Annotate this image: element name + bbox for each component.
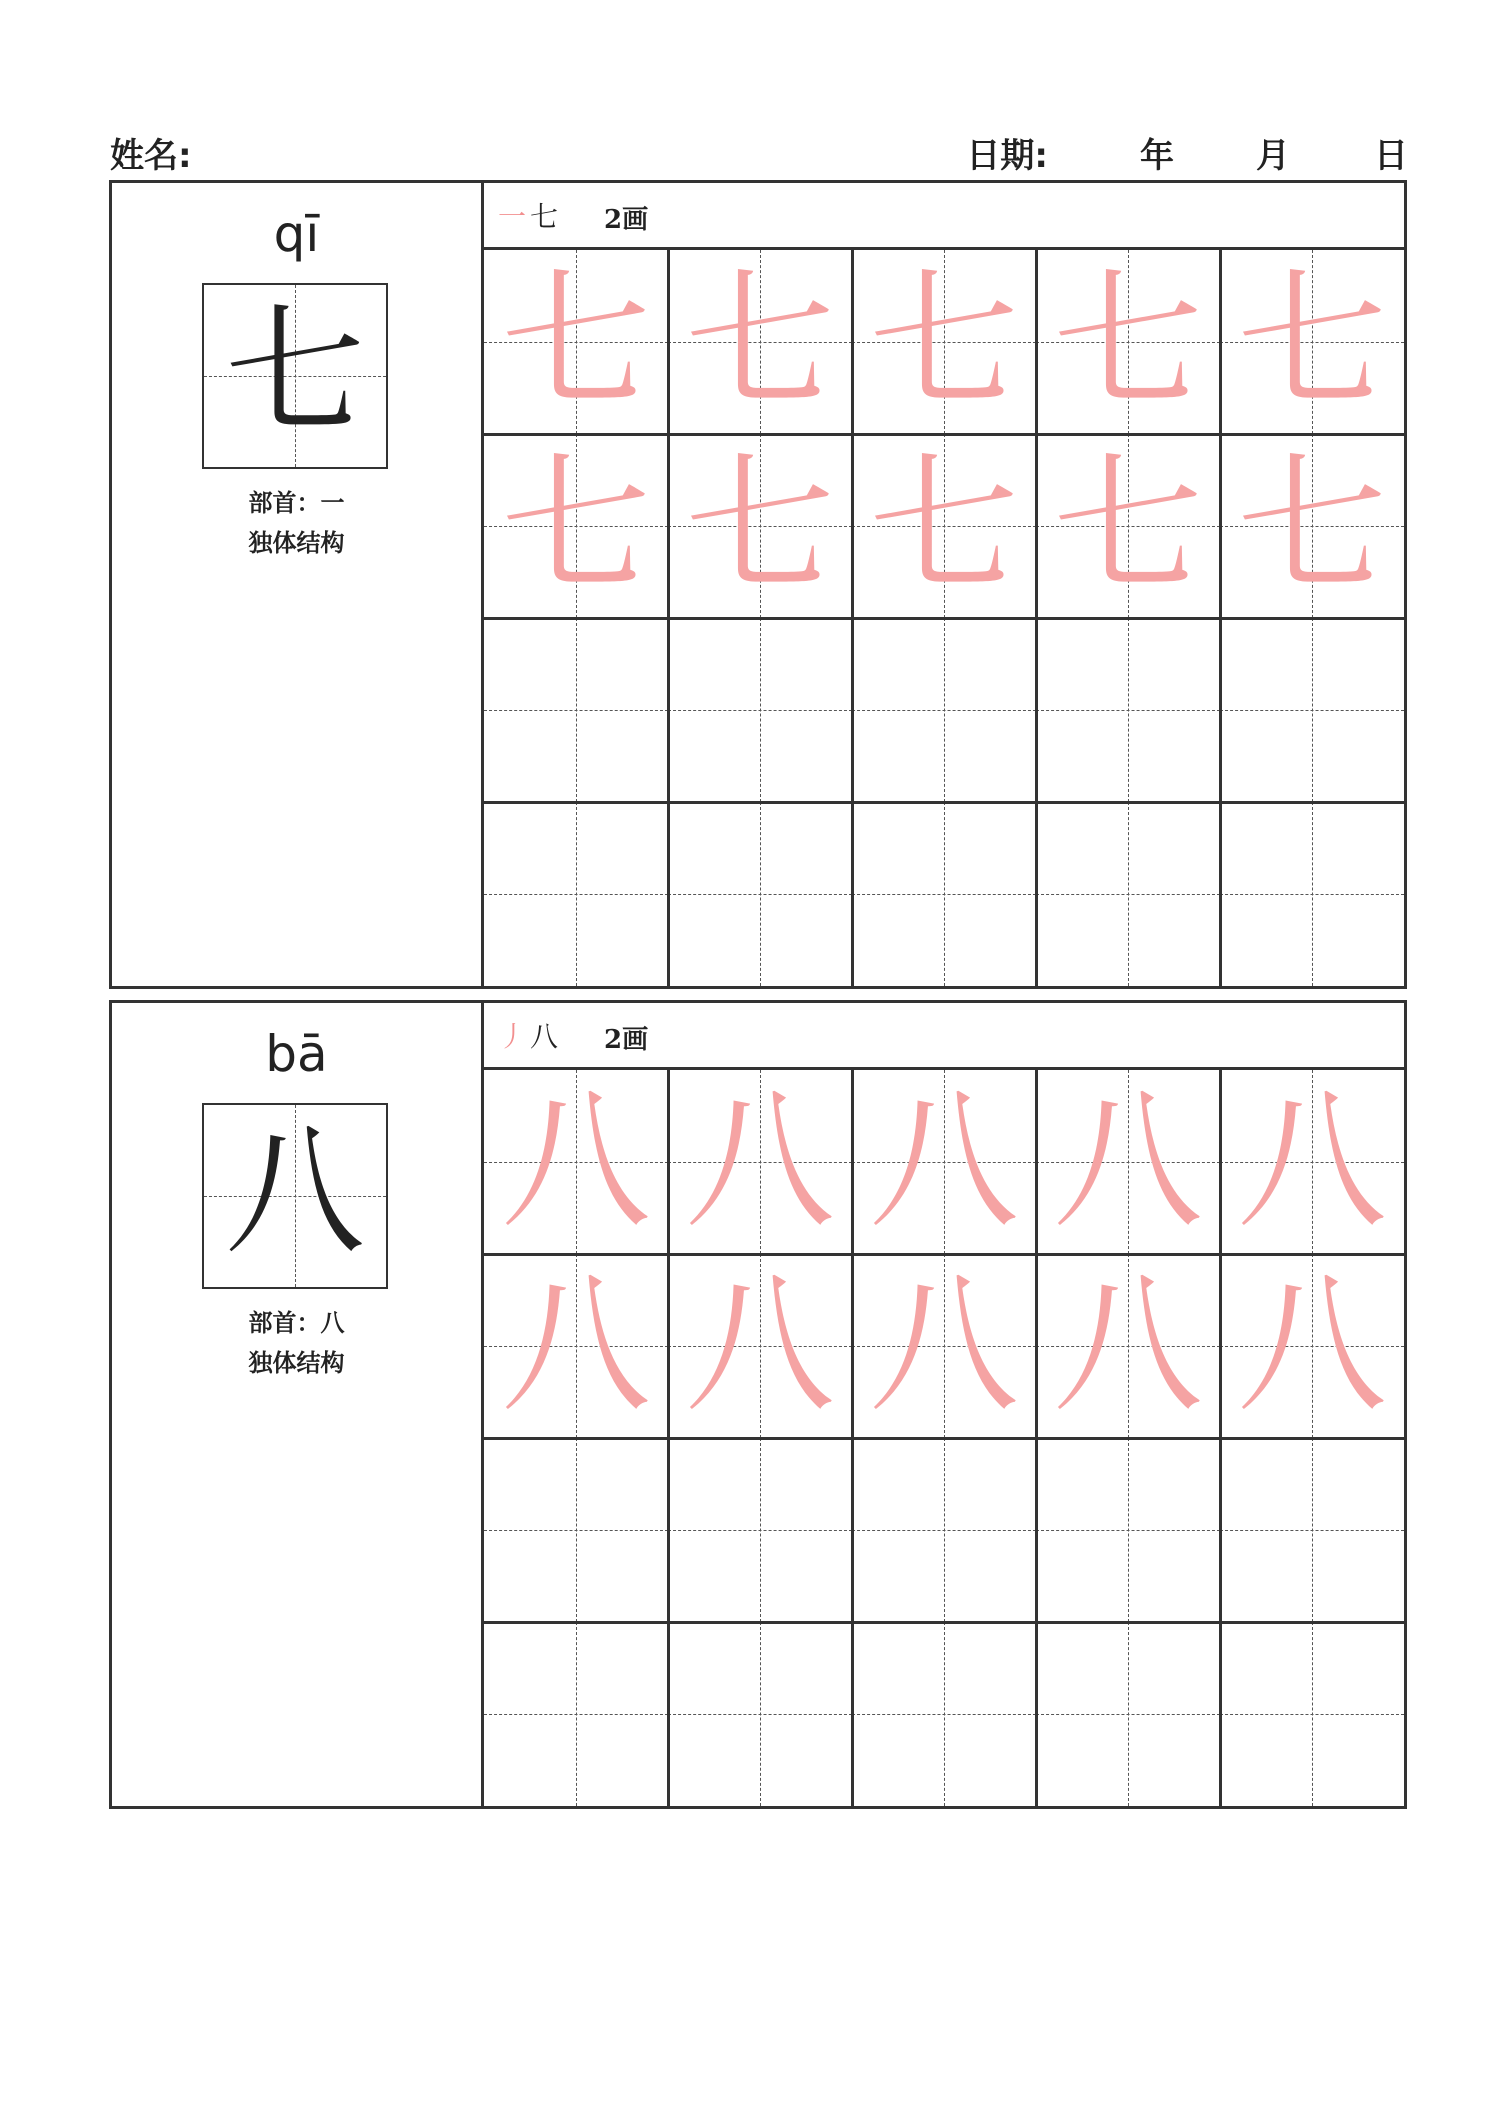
- structure-label: 独体结构: [248, 1348, 345, 1377]
- practice-cell[interactable]: [852, 1070, 1036, 1254]
- practice-cell[interactable]: [484, 250, 668, 434]
- practice-cell[interactable]: [852, 1254, 1036, 1438]
- grid-line: [484, 433, 1404, 436]
- grid-line: [1035, 250, 1038, 986]
- practice-cell[interactable]: [1036, 1254, 1220, 1438]
- practice-cell[interactable]: [1220, 1070, 1404, 1254]
- practice-cell[interactable]: [668, 1438, 852, 1622]
- practice-cell[interactable]: [852, 1622, 1036, 1806]
- worksheet-header: [110, 128, 1408, 178]
- trace-character: 七: [500, 439, 651, 613]
- stroke-count: 2画: [604, 1025, 649, 1055]
- practice-cell[interactable]: [852, 250, 1036, 434]
- practice-cell[interactable]: [484, 434, 668, 618]
- stroke-order-bar: [484, 183, 1404, 250]
- practice-cell[interactable]: [852, 1438, 1036, 1622]
- practice-cell[interactable]: [668, 250, 852, 434]
- stroke-order-bar: [484, 1003, 1404, 1070]
- name-label: 姓名:: [110, 136, 192, 176]
- stroke-2: 八: [530, 1020, 559, 1053]
- stroke-count: 2画: [604, 205, 649, 235]
- character-block-1: [109, 180, 1407, 989]
- practice-cell[interactable]: [484, 618, 668, 802]
- model-character-box: [202, 1103, 388, 1289]
- grid-line: [484, 1437, 1404, 1440]
- trace-character: 七: [1052, 255, 1203, 429]
- practice-grid[interactable]: [484, 250, 1404, 986]
- practice-cell[interactable]: [1220, 250, 1404, 434]
- grid-line: [851, 1070, 854, 1806]
- trace-character: 八: [868, 1259, 1019, 1433]
- practice-cell[interactable]: [668, 802, 852, 986]
- practice-cell[interactable]: [1220, 1254, 1404, 1438]
- practice-cell[interactable]: [852, 802, 1036, 986]
- practice-cell[interactable]: [484, 1254, 668, 1438]
- practice-cell[interactable]: [1220, 1438, 1404, 1622]
- date-label: 日期:: [966, 136, 1048, 176]
- practice-cell[interactable]: [1036, 434, 1220, 618]
- practice-cell[interactable]: [668, 1070, 852, 1254]
- practice-cell[interactable]: [668, 434, 852, 618]
- trace-character: 八: [1052, 1075, 1203, 1249]
- practice-cell[interactable]: [852, 434, 1036, 618]
- practice-cell[interactable]: [484, 1070, 668, 1254]
- trace-character: 八: [1236, 1259, 1387, 1433]
- practice-cell[interactable]: [1036, 1622, 1220, 1806]
- practice-cell[interactable]: [484, 1622, 668, 1806]
- trace-character: 八: [684, 1259, 835, 1433]
- practice-cell[interactable]: [1036, 618, 1220, 802]
- day-label: 日: [1374, 136, 1408, 176]
- practice-cell[interactable]: [1036, 1438, 1220, 1622]
- character-info-panel: [112, 1003, 484, 1806]
- practice-cell[interactable]: [668, 1622, 852, 1806]
- practice-cell[interactable]: [1036, 802, 1220, 986]
- stroke-sequence: [498, 1015, 558, 1055]
- trace-character: 七: [1052, 439, 1203, 613]
- trace-character: 八: [684, 1075, 835, 1249]
- trace-character: 七: [1236, 255, 1387, 429]
- grid-line: [1219, 250, 1222, 986]
- grid-line: [667, 1070, 670, 1806]
- character-info-panel: [112, 183, 484, 986]
- model-character: 七: [224, 291, 365, 454]
- grid-line: [1035, 1070, 1038, 1806]
- trace-character: 七: [1236, 439, 1387, 613]
- practice-cell[interactable]: [1220, 434, 1404, 618]
- trace-character: 七: [868, 439, 1019, 613]
- structure-label: 独体结构: [248, 528, 345, 557]
- practice-cell[interactable]: [852, 618, 1036, 802]
- month-label: 月: [1256, 136, 1290, 176]
- grid-line: [1219, 1070, 1222, 1806]
- practice-cell[interactable]: [668, 618, 852, 802]
- year-label: 年: [1140, 136, 1174, 176]
- stroke-sequence: [498, 195, 558, 235]
- grid-line: [484, 617, 1404, 620]
- practice-cell[interactable]: [484, 802, 668, 986]
- practice-cell[interactable]: [1220, 802, 1404, 986]
- trace-character: 八: [868, 1075, 1019, 1249]
- practice-panel: [484, 1003, 1404, 1806]
- practice-panel: [484, 183, 1404, 986]
- stroke-1: 一: [498, 200, 527, 233]
- model-character: 八: [224, 1111, 365, 1274]
- stroke-1: 丿: [498, 1020, 527, 1053]
- trace-character: 八: [1052, 1259, 1203, 1433]
- practice-cell[interactable]: [484, 1438, 668, 1622]
- grid-line: [484, 1253, 1404, 1256]
- grid-line: [851, 250, 854, 986]
- trace-character: 七: [868, 255, 1019, 429]
- model-character-box: [202, 283, 388, 469]
- grid-line: [667, 250, 670, 986]
- pinyin: bā: [265, 1025, 328, 1083]
- grid-line: [484, 1621, 1404, 1624]
- radical-label: 部首：八: [248, 1308, 345, 1337]
- trace-character: 八: [500, 1259, 651, 1433]
- practice-cell[interactable]: [668, 1254, 852, 1438]
- trace-character: 八: [500, 1075, 651, 1249]
- practice-cell[interactable]: [1220, 618, 1404, 802]
- trace-character: 八: [1236, 1075, 1387, 1249]
- date-fields: [966, 128, 1408, 177]
- practice-cell[interactable]: [1036, 1070, 1220, 1254]
- pinyin: qī: [273, 205, 320, 263]
- practice-cell[interactable]: [1220, 1622, 1404, 1806]
- grid-line: [484, 801, 1404, 804]
- practice-cell[interactable]: [1036, 250, 1220, 434]
- trace-character: 七: [500, 255, 651, 429]
- stroke-2: 七: [530, 200, 559, 233]
- trace-character: 七: [684, 255, 835, 429]
- practice-grid[interactable]: [484, 1070, 1404, 1806]
- character-block-2: [109, 1000, 1407, 1809]
- radical-label: 部首：一: [248, 488, 345, 517]
- trace-character: 七: [684, 439, 835, 613]
